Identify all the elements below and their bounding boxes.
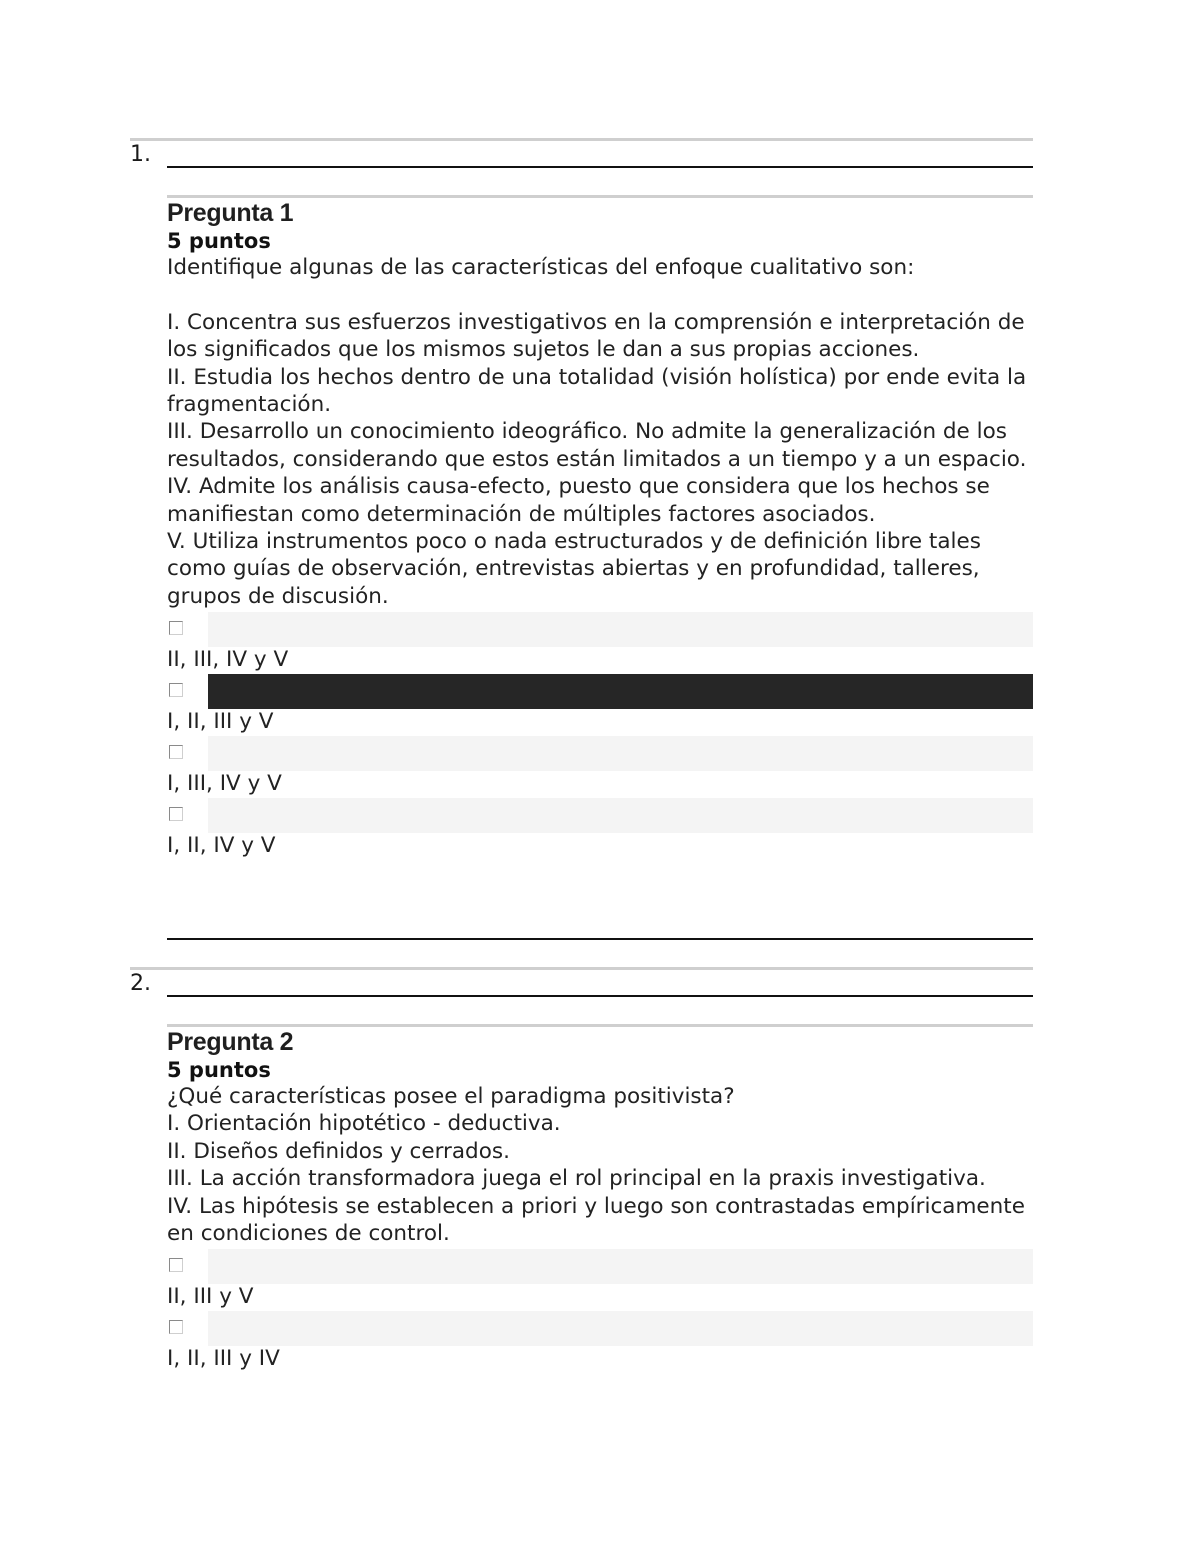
prompt-item-3: III. La acción transformadora juega el rol principal en la praxis investigativa. — [167, 1166, 986, 1192]
answer-option-c[interactable] — [167, 736, 1033, 798]
prompt-item-5: V. Utiliza instrumentos poco o nada estructurados y de definición libre tales como guías de observación, entrevistas abiertas y en profundidad, talleres, grupos de discusión. — [167, 529, 981, 609]
answer-option-a[interactable] — [167, 612, 1033, 674]
option-checkbox[interactable] — [169, 745, 183, 759]
option-label: II, III y V — [167, 1284, 254, 1310]
option-checkbox[interactable] — [169, 1320, 183, 1334]
option-bar[interactable] — [208, 1249, 1033, 1284]
prompt-intro: ¿Qué características posee el paradigma positivista? — [167, 1084, 735, 1109]
prompt-item-2: II. Estudia los hechos dentro de una totalidad (visión holística) por ende evita la fragmentación. — [167, 364, 1027, 418]
separator-top — [130, 967, 1033, 970]
answer-option-d[interactable] — [167, 798, 1033, 860]
answer-option-b[interactable] — [167, 1311, 1033, 1373]
option-checkbox[interactable] — [169, 683, 183, 697]
prompt-item-2: II. Diseños definidos y cerrados. — [167, 1138, 510, 1164]
prompt-item-4: IV. Admite los análisis causa-efecto, puesto que considera que los hechos se manifiestan como determinación de múltiples factores asociados. — [167, 474, 990, 527]
question-number: 1. — [130, 142, 151, 167]
question-title: Pregunta 2 — [167, 1028, 294, 1056]
answer-options — [167, 612, 1033, 860]
prompt-item-1: I. Orientación hipotético - deductiva. — [167, 1111, 561, 1137]
answer-options — [167, 1249, 1033, 1373]
option-bar[interactable] — [208, 736, 1033, 771]
option-label: I, III, IV y V — [167, 771, 282, 797]
option-bar[interactable] — [208, 1311, 1033, 1346]
question-points: 5 puntos — [167, 229, 271, 253]
separator-header — [167, 1024, 1033, 1027]
option-label: II, III, IV y V — [167, 647, 289, 673]
prompt-blank — [167, 281, 1033, 308]
prompt-item-4: IV. Las hipótesis se establecen a priori y luego son contrastadas empíricamente en condiciones de control. — [167, 1193, 1025, 1247]
question-title: Pregunta 1 — [167, 199, 294, 227]
option-label: I, II, III y IV — [167, 1346, 280, 1372]
option-bar[interactable] — [208, 612, 1033, 647]
question-1-end-rule — [167, 938, 1033, 940]
question-points: 5 puntos — [167, 1058, 271, 1082]
prompt-item-3: III. Desarrollo un conocimiento ideográfico. No admite la generalización de los resultados, considerando que estos están limitados a un tiempo y a un espacio. — [167, 419, 1027, 472]
option-bar[interactable] — [208, 798, 1033, 833]
separator-header — [167, 195, 1033, 198]
question-prompt — [167, 254, 1033, 610]
answer-option-a[interactable] — [167, 1249, 1033, 1311]
answer-option-b[interactable] — [167, 674, 1033, 736]
separator-number — [167, 995, 1033, 997]
option-checkbox[interactable] — [169, 1258, 183, 1272]
prompt-intro: Identifique algunas de las características del enfoque cualitativo son: — [167, 255, 915, 280]
option-bar-selected[interactable] — [208, 674, 1033, 709]
question-prompt — [167, 1083, 1033, 1247]
separator-number — [167, 166, 1033, 168]
question-number: 2. — [130, 971, 151, 996]
option-checkbox[interactable] — [169, 807, 183, 821]
option-checkbox[interactable] — [169, 621, 183, 635]
option-label: I, II, III y V — [167, 709, 274, 735]
option-label: I, II, IV y V — [167, 833, 276, 859]
separator-top — [130, 138, 1033, 141]
prompt-item-1: I. Concentra sus esfuerzos investigativos en la comprensión e interpretación de los significados que los mismos sujetos le dan a sus propias acciones. — [167, 309, 1025, 363]
